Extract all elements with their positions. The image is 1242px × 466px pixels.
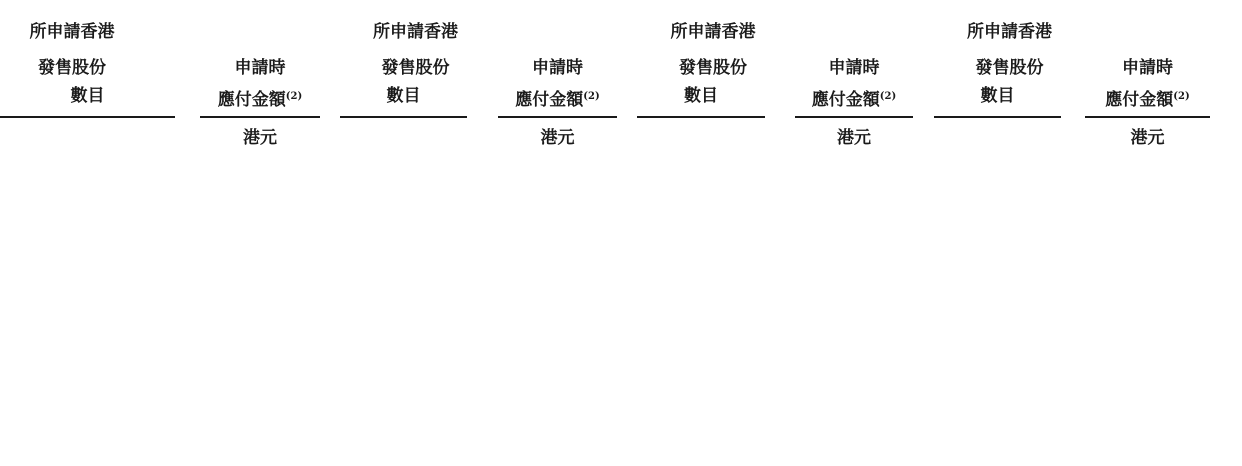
amount-header-line1: 申請時 [1122,58,1173,78]
shares-header-rule [637,116,765,118]
footnote-marker-2: (2) [583,91,600,102]
amount-header-line2 [498,90,617,110]
shares-header-line2: 發售股份 [679,58,747,78]
footnote-marker-2: (2) [1173,91,1190,102]
amount-header-line2 [1085,90,1210,110]
shares-header-line1: 所申請香港 [670,22,756,42]
shares-header-line1: 所申請香港 [29,22,115,42]
amount-header-line1: 申請時 [828,58,880,78]
amount-header-rule [795,116,913,118]
amount-header-rule [498,116,617,118]
amount-header-text: 應付金額 [1105,90,1174,110]
amount-header-rule [200,116,320,118]
shares-header-line2: 發售股份 [975,58,1044,78]
shares-header-rule [934,116,1061,118]
currency-unit: 港元 [243,128,277,148]
amount-header-line2 [795,90,913,110]
shares-header-line3: 數目 [684,86,718,106]
shares-header-line1: 所申請香港 [967,22,1052,42]
shares-header-rule [340,116,467,118]
shares-header-rule [0,116,175,118]
shares-header-line3: 數目 [980,86,1015,106]
amount-header-text: 應付金額 [515,90,584,110]
footnote-marker-2: (2) [285,91,303,102]
currency-unit: 港元 [540,128,575,148]
shares-header-line3: 數目 [386,86,421,106]
footnote-marker-2: (2) [879,91,897,102]
currency-unit: 港元 [1130,128,1165,148]
amount-header-line1: 申請時 [532,58,583,78]
shares-header-line2: 發售股份 [38,58,106,78]
amount-header-text: 應付金額 [811,90,880,110]
shares-header-line3: 數目 [70,86,105,106]
currency-unit: 港元 [837,128,871,148]
amount-header-line2 [200,90,320,110]
amount-header-text: 應付金額 [217,90,286,110]
shares-header-line2: 發售股份 [381,58,450,78]
amount-header-line1: 申請時 [234,58,286,78]
amount-header-rule [1085,116,1210,118]
shares-header-line1: 所申請香港 [373,22,458,42]
